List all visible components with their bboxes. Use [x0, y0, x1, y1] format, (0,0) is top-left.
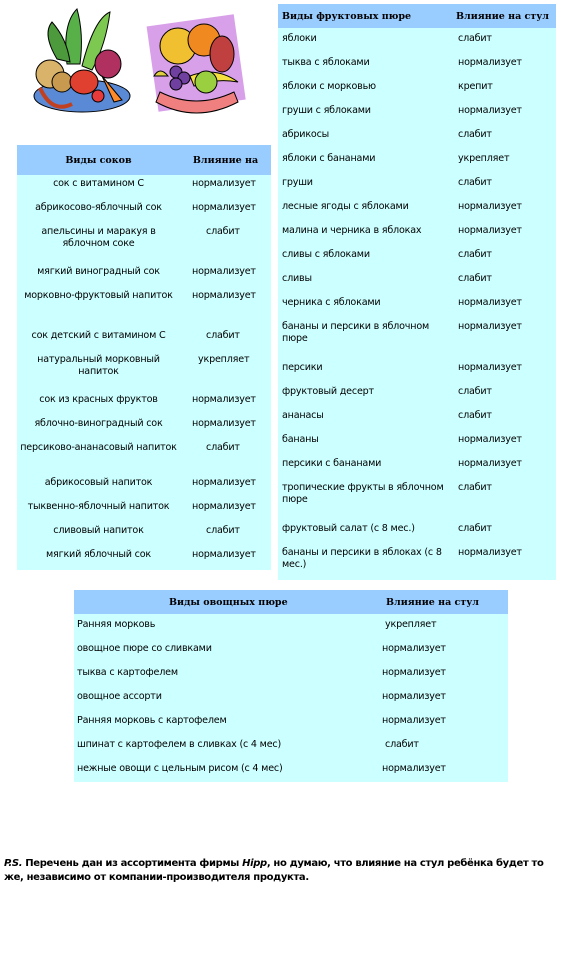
- table-row: [17, 474, 271, 498]
- juice-effect: нормализует: [192, 266, 256, 277]
- juice-effect: нормализует: [192, 477, 256, 488]
- fruit-effect: слабит: [458, 177, 492, 188]
- header-fruit-type: Виды фруктовых пюре: [278, 4, 452, 28]
- juice-effect: слабит: [206, 525, 240, 536]
- table-row: [278, 292, 556, 316]
- fruit-effect: нормализует: [458, 225, 522, 236]
- fruit-name: черника с яблоками: [282, 297, 381, 308]
- header-fruit-effect: Влияние на стул: [452, 4, 556, 28]
- fruit-effect: нормализует: [458, 547, 522, 558]
- fruit-name: бананы и персики в яблочном пюре: [282, 321, 430, 344]
- table-row: [278, 268, 556, 292]
- table-row: [17, 439, 271, 474]
- table-row: [278, 148, 556, 172]
- fruit-name: сливы с яблоками: [282, 249, 370, 260]
- veg-name: тыква с картофелем: [77, 667, 178, 678]
- fruit-name: груши: [282, 177, 313, 188]
- juice-effect: нормализует: [192, 290, 256, 301]
- ps-text-before: Перечень дан из ассортимента фирмы: [22, 858, 243, 869]
- table-header-row: [17, 145, 271, 175]
- fruit-name: груши с яблоками: [282, 105, 371, 116]
- table-row: [278, 124, 556, 148]
- fruit-name: фруктовый салат (с 8 мес.): [282, 523, 415, 534]
- veg-name: овощное пюре со сливками: [77, 643, 212, 654]
- veg-effect: укрепляет: [385, 619, 437, 630]
- table-row: [278, 244, 556, 268]
- fruit-name: бананы: [282, 434, 319, 445]
- header-veg-effect: Влияние на стул: [375, 590, 508, 614]
- table-row: [74, 662, 508, 686]
- veg-name: Ранняя морковь: [77, 619, 156, 630]
- fruit-effect: нормализует: [458, 362, 522, 373]
- ps-label: P.S.: [4, 858, 23, 869]
- juice-effect: слабит: [206, 226, 240, 237]
- fruit-effect: нормализует: [458, 297, 522, 308]
- table-row: [278, 542, 556, 580]
- fruit-effect: слабит: [458, 129, 492, 140]
- fruit-effect: слабит: [458, 523, 492, 534]
- juice-name: сок с витамином С: [53, 178, 144, 189]
- table-row: [278, 429, 556, 453]
- veg-name: овощное ассорти: [77, 691, 162, 702]
- veg-name: шпинат с картофелем в сливках (с 4 мес): [77, 739, 282, 750]
- fruit-effect: слабит: [458, 410, 492, 421]
- table-row: [278, 172, 556, 196]
- table-row: [278, 196, 556, 220]
- table-row: [17, 351, 271, 391]
- juice-name: морковно-фруктовый напиток: [24, 290, 173, 301]
- fruit-effect: слабит: [458, 33, 492, 44]
- table-row: [278, 381, 556, 405]
- table-row: [17, 263, 271, 287]
- juice-name: сок из красных фруктов: [39, 394, 158, 405]
- table-row: [278, 357, 556, 381]
- veg-effect: нормализует: [382, 667, 446, 678]
- fruit-effect: нормализует: [458, 201, 522, 212]
- fruit-effect: укрепляет: [458, 153, 510, 164]
- table-row: [278, 28, 556, 52]
- table-row: [278, 453, 556, 477]
- fruit-name: персики: [282, 362, 323, 373]
- table-row: [278, 76, 556, 100]
- veg-effect: нормализует: [382, 763, 446, 774]
- fruit-name: яблоки с бананами: [282, 153, 376, 164]
- fruit-name: яблоки с морковью: [282, 81, 376, 92]
- table-row: [74, 758, 508, 782]
- veg-name: Ранняя морковь с картофелем: [77, 715, 227, 726]
- table-row: [278, 100, 556, 124]
- fruit-name: тыква с яблоками: [282, 57, 370, 68]
- table-row: [17, 287, 271, 327]
- juice-name: тыквенно-яблочный напиток: [27, 501, 170, 512]
- table-row: [74, 734, 508, 758]
- fruit-name: малина и черника в яблоках: [282, 225, 422, 236]
- juice-effect: укрепляет: [198, 354, 250, 365]
- juice-name: абрикосовый напиток: [44, 477, 153, 488]
- table-row: [278, 220, 556, 244]
- fruit-effect: слабит: [458, 386, 492, 397]
- juice-name: яблочно-виноградный сок: [34, 418, 163, 429]
- ps-text-after: , но думаю, что влияние на стул ребёнка будет то же, независимо от компании-производителя продукта.: [4, 858, 544, 883]
- table-header-row: [278, 4, 556, 28]
- table-row: [17, 199, 271, 223]
- fruit-purees-table: [278, 4, 556, 580]
- table-header-row: [74, 590, 508, 614]
- table-row: [17, 391, 271, 415]
- table-row: [278, 518, 556, 542]
- fruit-effect: слабит: [458, 249, 492, 260]
- table-row: [17, 546, 271, 570]
- table-row: [17, 223, 271, 263]
- fruit-name: лесные ягоды с яблоками: [282, 201, 409, 212]
- fruit-effect: нормализует: [458, 434, 522, 445]
- juice-effect: нормализует: [192, 549, 256, 560]
- vegetable-purees-table: [74, 590, 508, 782]
- fruit-effect: слабит: [458, 482, 492, 493]
- fruits-clipart: [146, 6, 246, 118]
- juice-name: мягкий виноградный сок: [37, 266, 160, 277]
- table-row: [278, 52, 556, 76]
- juice-effect: нормализует: [192, 178, 256, 189]
- table-row: [17, 415, 271, 439]
- veg-name: нежные овощи с цельным рисом (с 4 мес): [77, 763, 283, 774]
- juice-effect: нормализует: [192, 418, 256, 429]
- juice-effect: нормализует: [192, 501, 256, 512]
- juices-table: [17, 145, 271, 570]
- table-row: [74, 710, 508, 734]
- table-row: [278, 477, 556, 518]
- table-row: [278, 405, 556, 429]
- fruit-name: персики с бананами: [282, 458, 382, 469]
- table-row: [17, 327, 271, 351]
- juice-name: сливовый напиток: [53, 525, 144, 536]
- veg-effect: нормализует: [382, 643, 446, 654]
- fruit-name: фруктовый десерт: [282, 386, 374, 397]
- table-row: [17, 522, 271, 546]
- juice-effect: слабит: [206, 442, 240, 453]
- fruit-effect: нормализует: [458, 105, 522, 116]
- veg-effect: нормализует: [382, 691, 446, 702]
- table-row: [17, 175, 271, 199]
- fruit-name: тропические фрукты в яблочном пюре: [282, 482, 444, 505]
- juice-name: сок детский с витамином С: [31, 330, 166, 341]
- juice-effect: нормализует: [192, 202, 256, 213]
- table-row: [74, 614, 508, 638]
- juice-name: мягкий яблочный сок: [46, 549, 151, 560]
- fruit-effect: нормализует: [458, 458, 522, 469]
- fruit-name: бананы и персики в яблоках (с 8 мес.): [282, 547, 442, 570]
- fruit-effect: крепит: [458, 81, 493, 92]
- fruit-effect: нормализует: [458, 321, 522, 332]
- veg-effect: слабит: [385, 739, 419, 750]
- header-juice-effect: Влияние на: [180, 145, 271, 175]
- fruit-effect: нормализует: [458, 57, 522, 68]
- table-row: [278, 316, 556, 357]
- veg-effect: нормализует: [382, 715, 446, 726]
- header-veg-type: Виды овощных пюре: [74, 590, 375, 614]
- fruit-name: сливы: [282, 273, 312, 284]
- juice-name: апельсины и маракуя в яблочном соке: [41, 226, 156, 249]
- header-juice-type: Виды соков: [17, 145, 180, 175]
- fruit-name: яблоки: [282, 33, 317, 44]
- fruit-name: ананасы: [282, 410, 324, 421]
- vegetables-clipart: [22, 4, 134, 120]
- table-row: [74, 638, 508, 662]
- table-row: [74, 686, 508, 710]
- juice-name: персиково-ананасовый напиток: [20, 442, 177, 453]
- ps-note: [4, 857, 559, 885]
- fruit-effect: слабит: [458, 273, 492, 284]
- table-row: [17, 498, 271, 522]
- juice-name: абрикосово-яблочный сок: [35, 202, 162, 213]
- juice-effect: нормализует: [192, 394, 256, 405]
- juice-name: натуральный морковный напиток: [37, 354, 160, 377]
- fruit-name: абрикосы: [282, 129, 330, 140]
- juice-effect: слабит: [206, 330, 240, 341]
- ps-brand: Hipp: [242, 858, 267, 869]
